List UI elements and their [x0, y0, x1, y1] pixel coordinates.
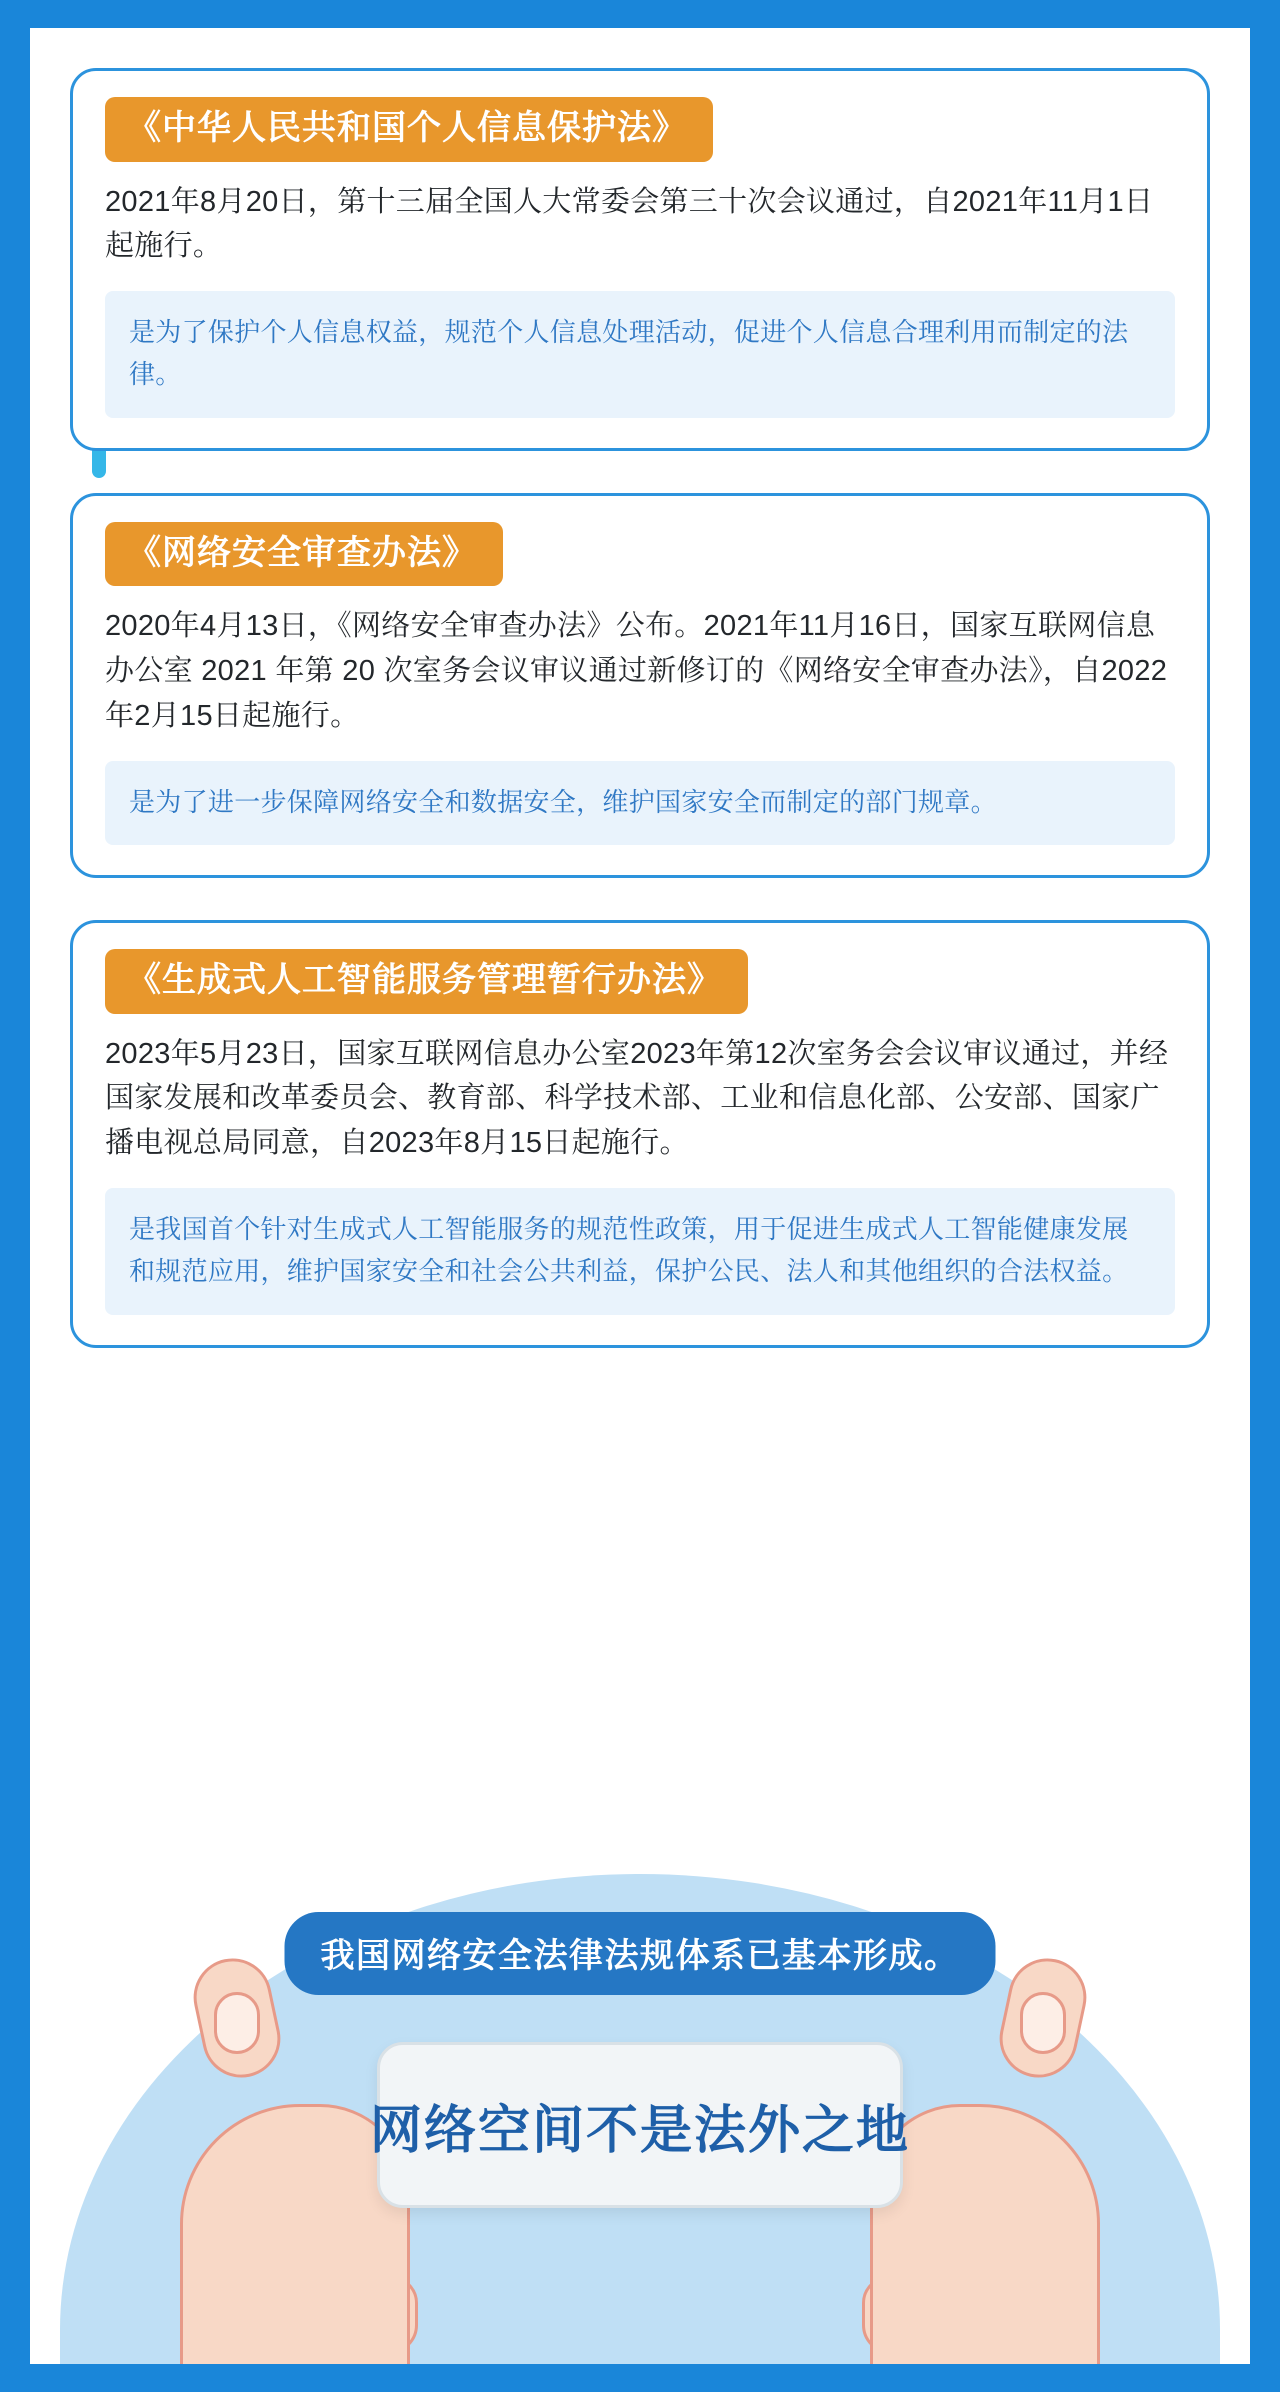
right-thumbnail-icon — [1020, 1992, 1066, 2054]
law-card-note: 是为了保护个人信息权益，规范个人信息处理活动，促进个人信息合理利用而制定的法律。 — [105, 291, 1175, 417]
law-card-note: 是我国首个针对生成式人工智能服务的规范性政策，用于促进生成式人工智能健康发展和规范应用，维护国家安全和社会公共利益，保护公民、法人和其他组织的合法权益。 — [105, 1188, 1175, 1314]
law-card-title: 《中华人民共和国个人信息保护法》 — [105, 97, 713, 162]
conclusion-section — [30, 1864, 1250, 2364]
law-card-body: 2021年8月20日，第十三届全国人大常委会第三十次会议通过，自2021年11月1日起施行。 — [105, 185, 1154, 263]
phone-device — [370, 2042, 911, 2208]
phone-slogan: 网络空间不是法外之地 — [370, 2101, 911, 2160]
law-card-personal-information-protection[interactable] — [70, 68, 1210, 451]
law-card-cybersecurity-review-measures[interactable] — [70, 493, 1210, 878]
left-thumbnail-icon — [214, 1992, 260, 2054]
hands-holding-phone-illustration — [30, 1984, 1250, 2364]
poster-inner — [30, 28, 1250, 2364]
law-card-title: 《网络安全审查办法》 — [105, 522, 503, 587]
law-card-list — [30, 28, 1250, 1348]
conclusion-banner: 我国网络安全法律法规体系已基本形成。 — [285, 1912, 996, 1995]
law-card-body: 2020年4月13日，《网络安全审查办法》公布。2021年11月16日，国家互联网信息办公室 2021 年第 20 次室务会议审议通过新修订的《网络安全审查办法》，自2022年2月15日起施行。 — [105, 610, 1168, 732]
law-card-body: 2023年5月23日，国家互联网信息办公室2023年第12次室务会会议审议通过，并经国家发展和改革委员会、教育部、科学技术部、工业和信息化部、公安部、国家广播电视总局同意，自2023年8月15日起施行。 — [105, 1037, 1169, 1160]
law-card-generative-ai-measures[interactable] — [70, 920, 1210, 1348]
law-card-title: 《生成式人工智能服务管理暂行办法》 — [105, 949, 748, 1014]
law-card-note: 是为了进一步保障网络安全和数据安全，维护国家安全而制定的部门规章。 — [105, 761, 1175, 845]
